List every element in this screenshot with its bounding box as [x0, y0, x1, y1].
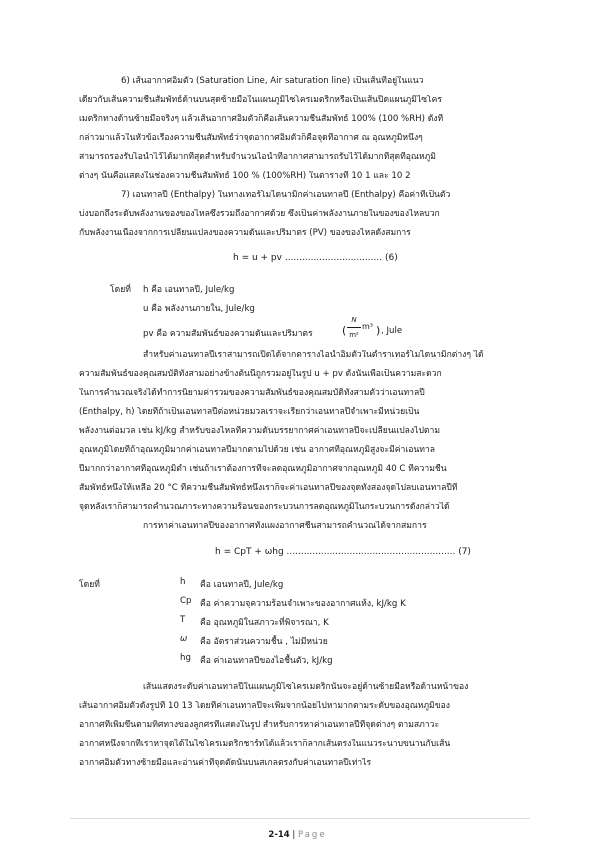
para9-line: อากาศอิ่มตัวทางซ้ายมือและอ่านค่าที่จุดตัดนั้นบนสเกลตรงกับค่าเอนทาลปีเท่าไร — [79, 758, 372, 768]
def7-omega-sym: ω — [180, 634, 188, 644]
frac-m3: m³ — [362, 322, 373, 331]
para6-line: กล่าวมาแล้วในหัวข้อเรื่องความชื้นสัมพัทธ์ว่าจุดอากาศอิ่มตัวก็คือจุดที่อากาศ ณ อุณหภูมิหนึ่งๆ — [79, 133, 423, 143]
equation-7: h = CpT + ωhg ........................................................... (7) — [215, 547, 471, 557]
para8-line: ในการคำนวณจริงได้ทำการนิยามค่ารวมของความสัมพันธ์ของคุณสมบัติทั้งสามตัวว่าเอนทาลปี — [79, 388, 425, 398]
para8-line: พลังงานต่อมวล เช่น kJ/kg สำหรับของไหลที่ความดันบรรยากาศค่าเอนทาลปีจะเปลี่ยนแปลงไปตาม — [79, 426, 440, 436]
para8-line: ปีมากกว่าอากาศที่อุณหภูมิต่ำ เช่นถ้าเราต้องการที่จะลดอุณหภูมิอากาศจากอุณหภูมิ 40 C ที่ความชื้น — [79, 464, 447, 474]
para6-line: เดียวกับเส้นความชื้นสัมพัทธ์ด้านบนสุดซ้ายมือในแผนภูมิไซโครเมตริกหรือเป็นเส้นปิดแผนภูมิไซโคร — [79, 95, 443, 105]
para8-line: (Enthalpy, h) โดยที่ถ้าเป็นเอนทาลปีต่อหน่วยมวลเราจะเรียกว่าเอนทาลปีจำเพาะมีหน่วยเป็น — [79, 407, 420, 417]
page-footer — [0, 830, 595, 840]
def7-h-sym: h — [180, 577, 186, 587]
para6-line: สามารถรองรับไอน้ำไว้ได้มากที่สุดสำหรับจำนวนไอน้ำที่อากาศสามารถรับไว้ได้มากที่สุดที่อุณหภูมิ — [79, 152, 436, 162]
para8-line: สำหรับค่าเอนทาลปีเราสามารถเปิดได้จากตารางไอน้ำอิ่มตัวในตำราเทอร์โมไดนามิกต่างๆ ได้ — [143, 350, 484, 360]
def-pv-unit: , Jule — [381, 326, 403, 336]
para7-line: บ่งบอกถึงระดับพลังงานของของไหลซึ่งรวมถึงอากาศด้วย ซึ่งเป็นค่าพลังงานภายในของของไหลบวก — [79, 209, 440, 219]
para9-line: เส้นแสดงระดับค่าเอนทาลปีในแผนภูมิไซโครเมตริกนั้นจะอยู่ด้านซ้ายมือหรือด้านหน้าของ — [143, 682, 469, 692]
paren-close: ) — [376, 324, 381, 337]
def7-h-text: คือ เอนทาลปี, Jule/kg — [200, 580, 284, 590]
para7-line: กับพลังงานเนื่องจากการเปลี่ยนแปลงของความดันและปริมาตร (PV) ของของไหลดังสมการ — [79, 228, 411, 238]
def-h: h คือ เอนทาลปี, Jule/kg — [143, 285, 235, 295]
def7-cp-text: คือ ค่าความจุความร้อนจำเพาะของอากาศแห้ง, kJ/kg K — [200, 599, 406, 609]
frac-denominator: m² — [349, 331, 359, 339]
def-u: u คือ พลังงานภายใน, Jule/kg — [143, 304, 255, 314]
para8-line: อุณหภูมิโดยที่ถ้าอุณหภูมิมากค่าเอนทาลปีมากตามไปด้วย เช่น อากาศที่อุณหภูมิสูงจะมีค่าเอนทาล — [79, 445, 436, 455]
para6-line: ต่างๆ นั้นคือแสดงในช่องความชื้นสัมพัทธ์ 100 % (100%RH) ในตารางที่ 10 1 และ 10 2 — [79, 171, 411, 181]
def7-omega-text: คือ อัตราส่วนความชื้น , ไม่มีหน่วย — [200, 637, 328, 647]
equation-6: h = u + pv .................................. (6) — [233, 253, 398, 263]
para9-line: อากาศหนึ่งจากที่เราหาจุดได้ในไซโครเมตริกชาร์ทได้แล้วเราก็ลากเส้นตรงในแนวระนาบขนานกับเส้น — [79, 739, 451, 749]
frac-numerator: N — [351, 316, 357, 324]
para8-line: ความสัมพันธ์ของคุณสมบัติทั้งสามอย่างข้างต้นนี้ถูกรวมอยู่ในรูป u + pv ดังนั้นเพื่อเป็นความสะดวก — [79, 369, 442, 379]
where-label: โดยที่ — [110, 285, 131, 295]
page-number: 2-14 — [268, 830, 290, 840]
where-label-7: โดยที่ — [79, 580, 100, 590]
footer-rule — [70, 818, 530, 819]
frac-bar — [347, 327, 361, 328]
para6-line: เมตริกทางด้านซ้ายมือจริงๆ แล้วเส้นอากาศอิ่มตัวก็คือเส้นความชื้นสัมพัทธ์ 100% (100 %RH) ดังที่ — [79, 114, 444, 124]
para8-line: การหาค่าเอนทาลปีของอากาศทั้งแผงอากาศชื้นสามารถคำนวณได้จากสมการ — [143, 521, 427, 531]
def7-cp-sym: Cp — [180, 596, 192, 606]
paren-open: ( — [342, 324, 347, 337]
para9-line: เส้นอากาศอิ่มตัวดังรูปที่ 10 13 โดยที่ค่าเอนทาลปีจะเพิ่มจากน้อยไปหามากตามระดับของอุณหภูมิของ — [79, 701, 450, 711]
page-label: Page — [297, 830, 327, 840]
para9-line: อากาศที่เพิ่มขึ้นตามทิศทางของลูกศรที่แสดงในรูป สำหรับการหาค่าเอนทาลปีที่จุดต่างๆ ตามสภาวะ — [79, 720, 440, 730]
para6-line: 6) เส้นอากาศอิ่มตัว (Saturation Line, Air saturation line) เป็นเส้นที่อยู่ในแนว — [121, 76, 424, 86]
def7-t-sym: T — [180, 615, 186, 625]
para8-line: จุดหลังเราก็สามารถคำนวณภาระทางความร้อนของกระบวนการลดอุณหภูมิในกระบวนการดังกล่าวได้ — [79, 502, 450, 512]
def-pv: pv คือ ความสัมพันธ์ของความดันและปริมาตร — [143, 329, 313, 339]
para8-line: สัมพัทธ์หนึ่งให้เหลือ 20 °C ที่ความชื้นสัมพัทธ์หนึ่งเราก็จะค่าเอนทาลปีของจุดทั้งสองจุดไปลบเอนทาลปีที่ — [79, 483, 458, 493]
para7-line: 7) เอนทาลปี (Enthalpy) ในทางเทอร์โมไดนามิกค่าเอนทาลปี (Enthalpy) คือค่าที่เป็นตัว — [121, 190, 451, 200]
def7-hg-sym: hg — [180, 653, 191, 663]
footer-separator: | — [289, 830, 298, 840]
def7-hg-text: คือ ค่าเอนทาลปีของไอชื้นตัว, kJ/kg — [200, 656, 333, 666]
def7-t-text: คือ อุณหภูมิในสภาวะที่พิจารณา, K — [200, 618, 329, 628]
